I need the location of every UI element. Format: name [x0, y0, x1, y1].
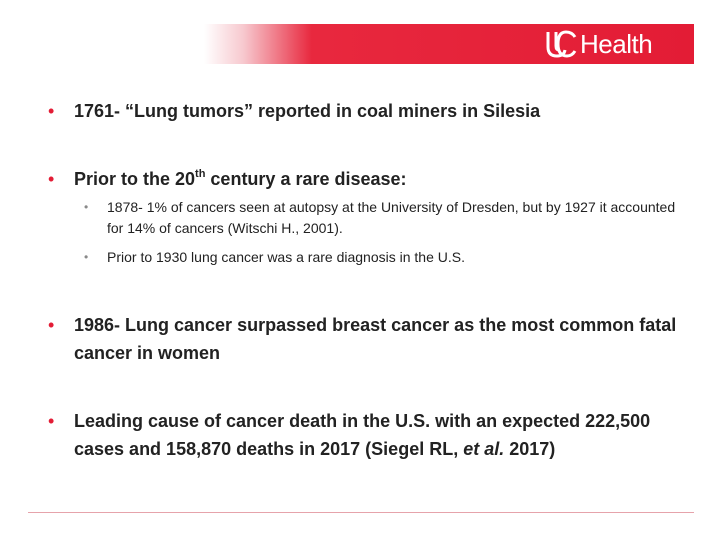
sub-bullet-2-text: Prior to 1930 lung cancer was a rare diagnosis in the U.S.	[107, 249, 465, 265]
footer-divider	[28, 512, 694, 513]
bullet-4-italic: et al.	[463, 439, 505, 459]
bullet-dot: •	[48, 101, 55, 121]
bullet-dot: •	[48, 411, 55, 431]
bullet-2-text-end: century a rare disease:	[205, 169, 407, 189]
bullet-2	[48, 165, 688, 193]
bullet-1	[48, 97, 688, 125]
bullet-2-superscript: th	[195, 168, 206, 180]
bullet-2-text	[74, 165, 688, 193]
logo-text: Health	[580, 29, 653, 59]
bullet-2-text-start: Prior to the 20	[74, 169, 196, 189]
bullet-4-text	[74, 407, 688, 463]
sub-bullet-2	[84, 247, 684, 268]
sub-bullet-1	[84, 197, 684, 239]
bullet-3-text: 1986- Lung cancer surpassed breast cancer as the most common fatal cancer in women	[74, 315, 677, 363]
bullet-dot: •	[48, 169, 55, 189]
sub-bullet-dot: •	[84, 200, 89, 214]
bullet-1-text: 1761- “Lung tumors” reported in coal miners in Silesia	[74, 101, 541, 121]
bullet-4-text-start: Leading cause of cancer death in the U.S. with an expected 222,500 cases and 158,870 deaths in 2017 (Siegel RL,	[74, 411, 651, 459]
bullet-4-text-end: 2017)	[504, 439, 556, 459]
sub-bullet-dot: •	[84, 250, 89, 264]
sub-bullet-1-text: 1878- 1% of cancers seen at autopsy at the University of Dresden, but by 1927 it accounted for 14% of cancers (Witschi H., 2001).	[107, 199, 676, 236]
bullet-dot: •	[48, 315, 55, 335]
bullet-3	[48, 311, 688, 367]
bullet-4	[48, 407, 688, 463]
